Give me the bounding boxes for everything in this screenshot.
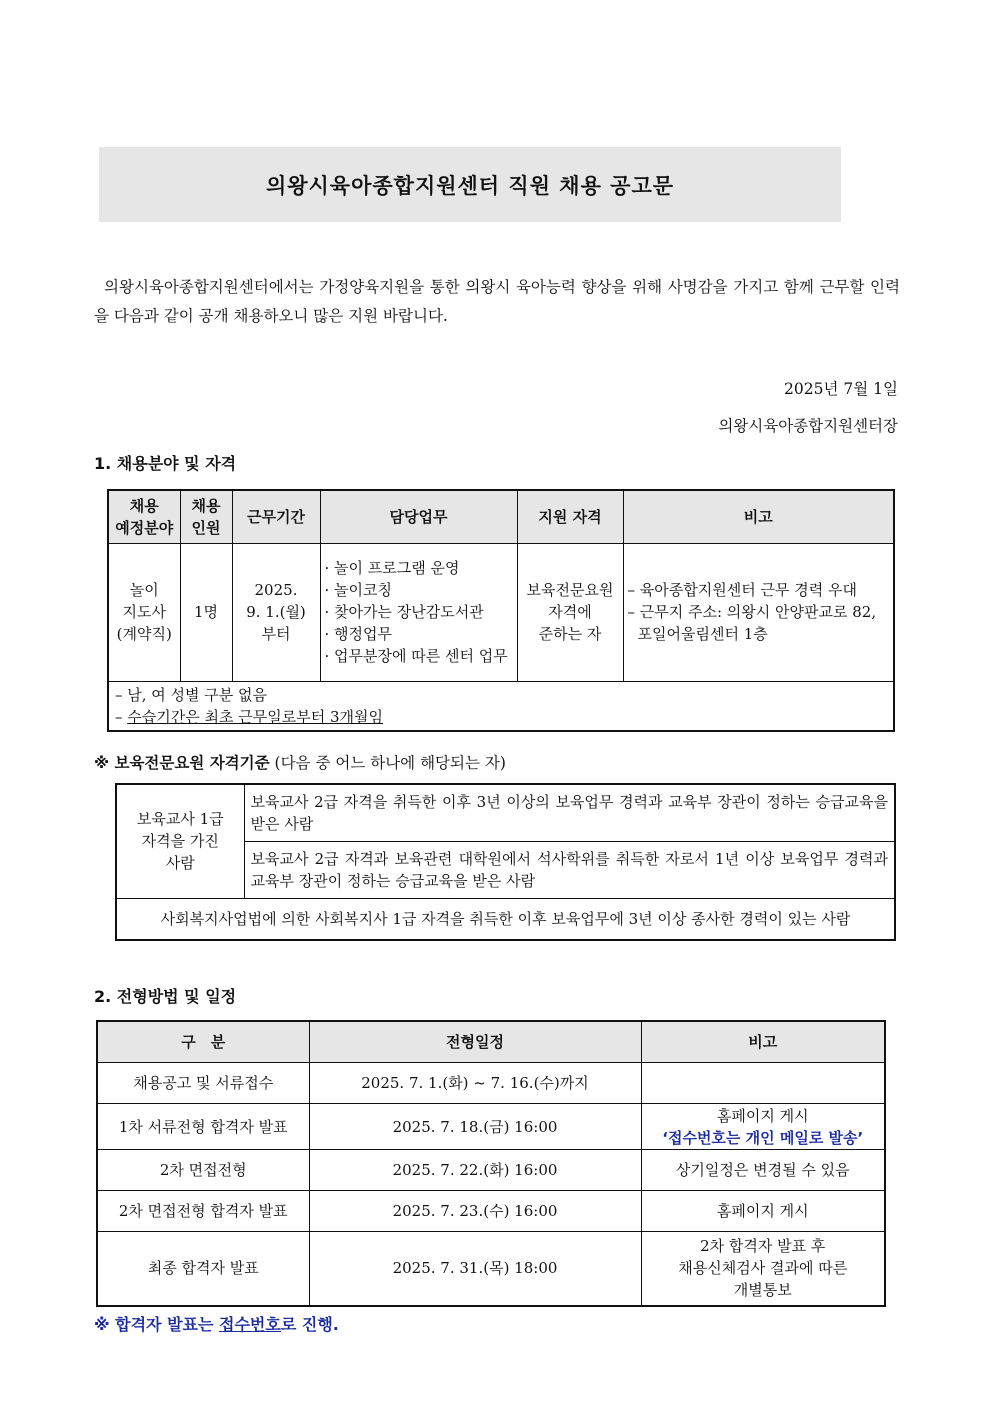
table-header-row [108, 490, 894, 543]
qual-item-3: 사회복지사업법에 의한 사회복지사 1급 자격을 취득한 이후 보육업무에 3년 이상 종사한 경력이 있는 사람 [116, 898, 895, 940]
cell-period: 2025. 9. 1.(월) 부터 [232, 543, 320, 681]
title-box [99, 147, 841, 222]
cell-type: 2차 면접전형 [97, 1150, 309, 1191]
table-footnote [108, 681, 894, 731]
duty-item: · 행정업무 [324, 625, 392, 643]
signer: 의왕시육아종합지원센터장 [718, 417, 898, 435]
page-title: 의왕시육아종합지원센터 직원 채용 공고문 [265, 173, 675, 198]
remark-item: – 육아종합지원센터 근무 경력 우대 [627, 581, 857, 599]
intro-paragraph [94, 273, 900, 331]
cell-remark: 2차 합격자 발표 후 채용신체검사 결과에 따른 개별통보 [641, 1232, 885, 1306]
cell-remark [623, 543, 894, 681]
table-row [97, 1104, 885, 1150]
table-header-row [97, 1021, 885, 1063]
footnote-probation: – 수습기간은 최초 근무일로부터 3개월임 [115, 707, 383, 726]
table-footnote-row [108, 681, 894, 731]
table-row [108, 543, 894, 681]
cell-schedule: 2025. 7. 22.(화) 16:00 [309, 1150, 641, 1191]
header-duty: 담당업무 [320, 490, 517, 543]
header-qual: 지원 자격 [517, 490, 623, 543]
cell-type: 1차 서류전형 합격자 발표 [97, 1104, 309, 1150]
recruitment-table [107, 489, 895, 732]
header-period: 근무기간 [232, 490, 320, 543]
footnote-gender: – 남, 여 성별 구분 없음 [115, 685, 268, 704]
announcement-date: 2025년 7월 1일 [784, 380, 898, 398]
cell-remark: 홈페이지 게시 ‘접수번호는 개인 메일로 발송’ [641, 1104, 885, 1150]
header-type: 구 분 [97, 1021, 309, 1063]
cell-field: 놀이 지도사 (계약직) [108, 543, 180, 681]
header-remark: 비고 [623, 490, 894, 543]
cell-duty [320, 543, 517, 681]
header-count: 채용 인원 [180, 490, 232, 543]
duty-item: · 찾아가는 장난감도서관 [324, 603, 484, 621]
table-row [116, 784, 895, 841]
header-field: 채용 예정분야 [108, 490, 180, 543]
qual-item-2: 보육교사 2급 자격과 보육관련 대학원에서 석사학위를 취득한 자로서 1년 이상 보육업무 경력과 교육부 장관이 정하는 승급교육을 받은 사람 [244, 841, 895, 898]
duty-item: · 업무분장에 따른 센터 업무 [324, 647, 508, 665]
table-row [97, 1232, 885, 1306]
header-remark: 비고 [641, 1021, 885, 1063]
section1-heading: 1. 채용분야 및 자격 [94, 454, 237, 473]
table-row [97, 1150, 885, 1191]
section2-heading: 2. 전형방법 및 일정 [94, 987, 237, 1006]
table-row [97, 1063, 885, 1104]
cell-remark: 상기일정은 변경될 수 있음 [641, 1150, 885, 1191]
qual-grade1-cell: 보육교사 1급 자격을 가진 사람 [116, 784, 244, 898]
cell-schedule: 2025. 7. 23.(수) 16:00 [309, 1191, 641, 1232]
qual-item-1: 보육교사 2급 자격을 취득한 이후 3년 이상의 보육업무 경력과 교육부 장관이 정하는 승급교육을 받은 사람 [244, 784, 895, 841]
final-note: ※ 합격자 발표는 접수번호로 진행. [94, 1315, 339, 1334]
intro-text: 의왕시육아종합지원센터에서는 가정양육지원을 통한 의왕시 육아능력 향상을 위해 사명감을 가지고 함께 근무할 인력을 다음과 같이 공개 채용하오니 많은 지원 바랍니다. [94, 278, 900, 325]
cell-schedule: 2025. 7. 31.(목) 18:00 [309, 1232, 641, 1306]
cell-count: 1명 [180, 543, 232, 681]
remark-item: – 근무지 주소: 의왕시 안양판교로 82, 포일어울림센터 1층 [627, 603, 877, 643]
qual-note: ※ 보육전문요원 자격기준 (다음 중 어느 하나에 해당되는 자) [94, 754, 506, 772]
cell-remark [641, 1063, 885, 1104]
cell-schedule: 2025. 7. 18.(금) 16:00 [309, 1104, 641, 1150]
cell-type: 2차 면접전형 합격자 발표 [97, 1191, 309, 1232]
cell-schedule: 2025. 7. 1.(화) ~ 7. 16.(수)까지 [309, 1063, 641, 1104]
duty-item: · 놀이 프로그램 운영 [324, 559, 460, 577]
cell-type: 최종 합격자 발표 [97, 1232, 309, 1306]
qualification-table [115, 783, 896, 941]
header-schedule: 전형일정 [309, 1021, 641, 1063]
cell-qual: 보육전문요원 자격에 준하는 자 [517, 543, 623, 681]
table-row [116, 898, 895, 940]
schedule-table [96, 1020, 886, 1307]
cell-remark: 홈페이지 게시 [641, 1191, 885, 1232]
table-row [97, 1191, 885, 1232]
duty-item: · 놀이코칭 [324, 581, 392, 599]
cell-type: 채용공고 및 서류접수 [97, 1063, 309, 1104]
